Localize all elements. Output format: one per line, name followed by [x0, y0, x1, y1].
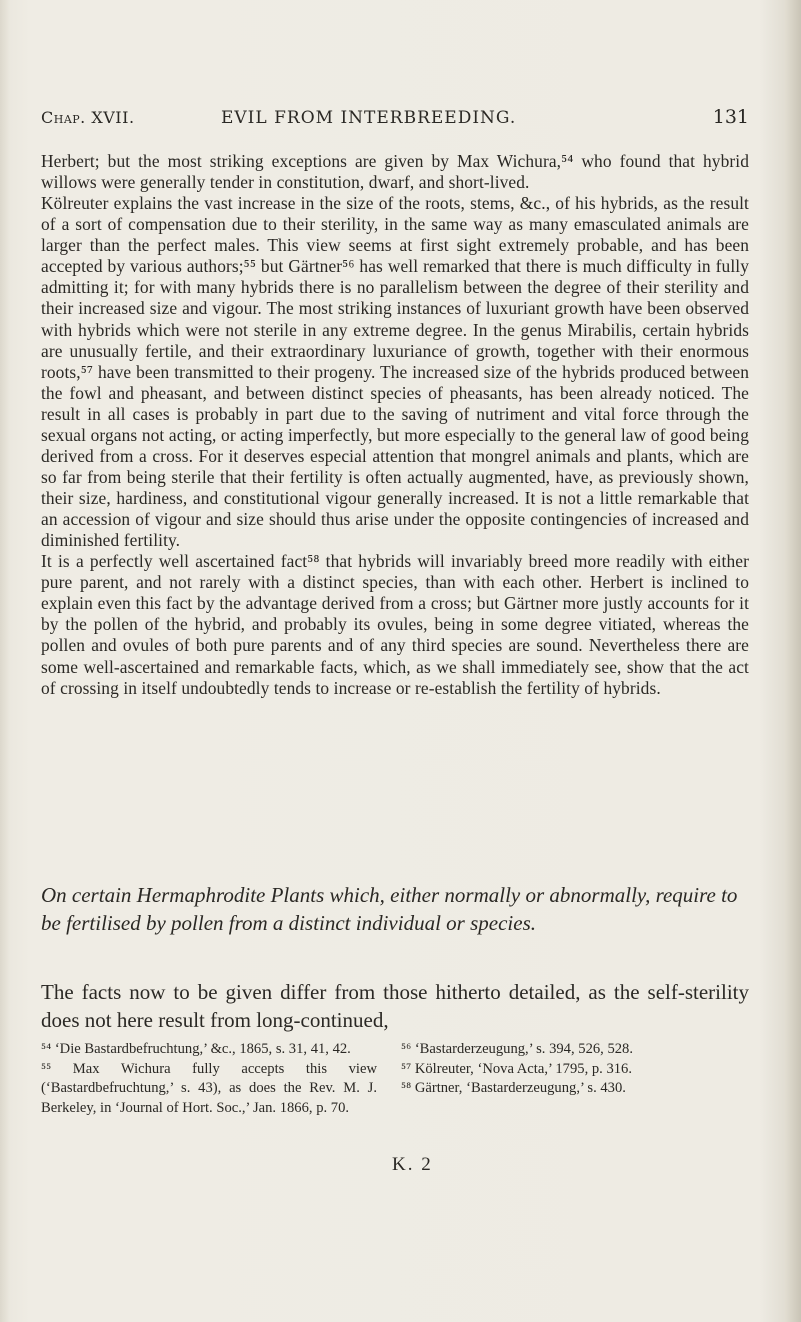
footnote: ⁵⁷ Kölreuter, ‘Nova Acta,’ 1795, p. 316.	[401, 1060, 633, 1077]
footnote: ⁵⁸ Gärtner, ‘Bastarderzeugung,’ s. 430.	[401, 1080, 626, 1097]
page-number: 131	[712, 106, 749, 128]
footnotes-left-column	[41, 1040, 377, 1118]
page-edge	[785, 0, 801, 1322]
running-title: EVIL FROM INTERBREEDING.	[221, 108, 517, 128]
signature-mark: K. 2	[392, 1154, 433, 1175]
paragraph: Herbert; but the most striking exceptions are given by Max Wichura,⁵⁴ who found that hybrid willows were generally tender in constitution, dwarf, and short-lived.	[41, 151, 749, 193]
section-heading: On certain Hermaphrodite Plants which, either normally or abnormally, require to be fertilised by pollen from a distinct individual or species.	[41, 883, 738, 935]
footnote: ⁵⁴ ‘Die Bastardbefruchtung,’ &c., 1865, s. 31, 41, 42.	[41, 1041, 351, 1057]
chapter-label: Chap. XVII.	[41, 108, 135, 127]
paragraph: It is a perfectly well ascertained fact⁵⁸ that hybrids will invariably breed more readily with either pure parent, and not rarely with a distinct species, than with each other. Herbert is inclined to explain even this fact by the advantage derived from a cross; but Gärtner more justly accounts for it by the pollen of the hybrid, and probably its ovules, being in some degree vitiated, whereas the pollen and ovules of both pure parents and of any third species are sound. Nevertheless there are some well-ascertained and remarkable facts, which, as we shall immediately see, show that the act of crossing in itself undoubtedly tends to increase or re-establish the fertility of hybrids.	[41, 551, 749, 698]
paragraph: Kölreuter explains the vast increase in the size of the roots, stems, &c., of his hybrids, as the result of a sort of compensation due to their sterility, in the same way as many emasculated animals are larger than the perfect males. This view seems at first sight extremely probable, and has been accepted by various authors;⁵⁵ but Gärtner⁵⁶ has well remarked that there is much difficulty in fully admitting it; for with many hybrids there is no parallelism between the degree of their sterility and their increased size and vigour. The most striking instances of luxuriant growth have been observed with hybrids which were not sterile in any extreme degree. In the genus Mirabilis, certain hybrids are unusually fertile, and their extraordinary luxuriance of growth, together with their enormous roots,⁵⁷ have been transmitted to their progeny. The increased size of the hybrids produced between the fowl and pheasant, and between distinct species of pheasants, has been already noticed. The result in all cases is probably in part due to the saving of nutriment and vital force through the sexual organs not acting, or acting imperfectly, but more especially to the general law of good being derived from a cross. For it deserves especial attention that mongrel animals and plants, which are so far from being sterile that their fertility is often actually augmented, have, as previously shown, their size, hardiness, and constitutional vigour generally increased. It is not a little remarkable that an accession of vigour and size should thus arise under the opposite contingencies of increased and diminished fertility.	[41, 193, 749, 551]
footnote: ⁵⁶ ‘Bastarderzeugung,’ s. 394, 526, 528.	[401, 1041, 634, 1057]
body-text	[41, 151, 749, 699]
footnote: ⁵⁵ Max Wichura fully accepts this view (‘Bastardbefruchtung,’ s. 43), as does the Rev. M. J. Berkeley, in ‘Journal of Hort. Soc.,’ Jan. 1866, p. 70.	[41, 1060, 377, 1116]
lead-paragraph: The facts now to be given differ from those hitherto detailed, as the self-sterility does not here result from long-continued,	[41, 980, 749, 1032]
running-header	[41, 108, 749, 136]
footnotes-right-column	[401, 1040, 749, 1099]
